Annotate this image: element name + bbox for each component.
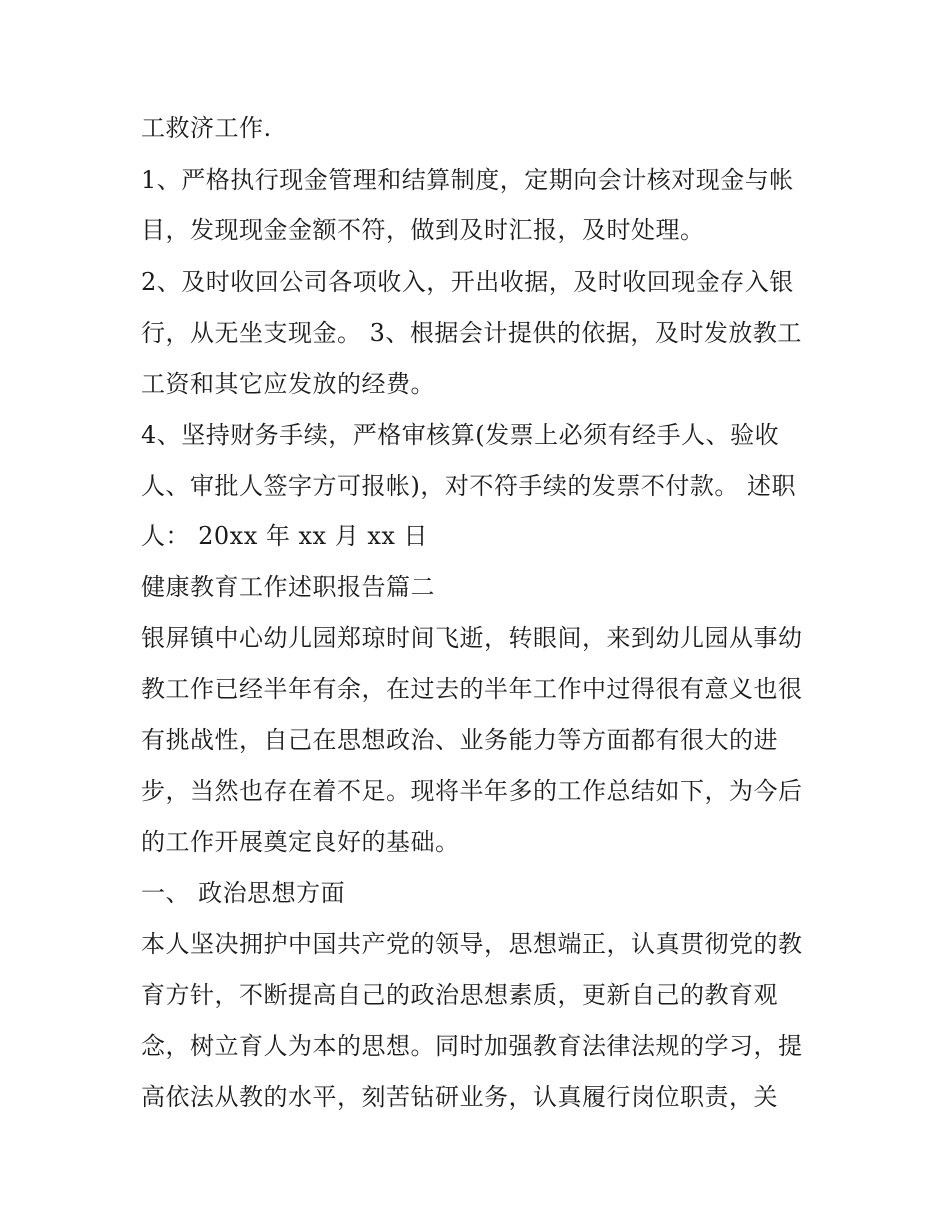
text-line: 1、严格执行现金管理和结算制度，定期向会计核对现金与帐 [141, 166, 794, 194]
text-line: 行，从无坐支现金。 3、根据会计提供的依据，及时发放教工 [141, 319, 802, 347]
text-line: 2、及时收回公司各项收入，开出收据，及时收回现金存入银 [141, 268, 794, 296]
text-line: 有挑战性，自己在思想政治、业务能力等方面都有很大的进 [141, 726, 778, 754]
text-line: 念，树立育人为本的思想。同时加强教育法律法规的学习，提 [141, 1032, 803, 1060]
text-line: 本人坚决拥护中国共产党的领导，思想端正，认真贯彻党的教 [141, 930, 803, 958]
text-line: 银屏镇中心幼儿园郑琼时间飞逝，转眼间，来到幼儿园从事幼 [141, 624, 803, 652]
text-line: 工资和其它应发放的经费。 [141, 370, 435, 398]
text-line: 4、坚持财务手续，严格审核算(发票上必须有经手人、验收 [141, 421, 780, 449]
text-line: 目，发现现金金额不符，做到及时汇报，及时处理。 [141, 216, 705, 244]
text-line: 人： 20xx 年 xx 月 xx 日 [141, 522, 429, 550]
text-line: 步，当然也存在着不足。现将半年多的工作总结如下，为今后 [141, 777, 803, 805]
text-line: 育方针，不断提高自己的政治思想素质，更新自己的教育观 [141, 981, 778, 1009]
section-heading: 一、 政治思想方面 [141, 879, 346, 907]
text-line: 人、审批人签字方可报帐)，对不符手续的发票不付款。 述职 [141, 472, 796, 500]
text-line: 的工作开展奠定良好的基础。 [141, 828, 460, 856]
text-line: 教工作已经半年有余，在过去的半年工作中过得很有意义也很 [141, 675, 803, 703]
text-line: 高依法从教的水平，刻苦钻研业务，认真履行岗位职责，关 [141, 1083, 778, 1111]
section-heading: 健康教育工作述职报告篇二 [141, 573, 435, 601]
text-line: 工救济工作. [141, 114, 272, 142]
